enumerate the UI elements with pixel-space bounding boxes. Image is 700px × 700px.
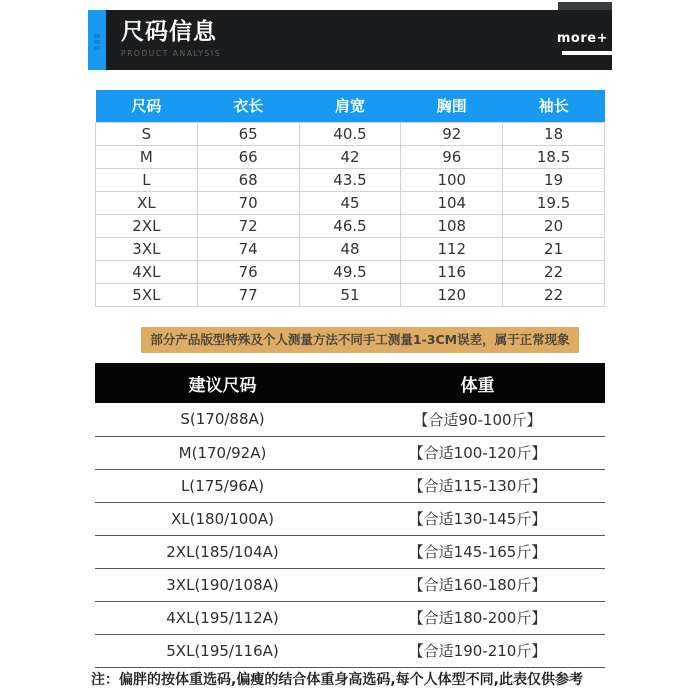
table-row bbox=[95, 634, 605, 667]
cell: 18.5 bbox=[503, 145, 605, 168]
table-row bbox=[96, 260, 605, 283]
cell: 45 bbox=[299, 191, 401, 214]
column-header: 肩宽 bbox=[299, 90, 401, 122]
cell: M(170/92A) bbox=[95, 436, 350, 469]
cell: XL bbox=[96, 191, 198, 214]
cell: 49.5 bbox=[299, 260, 401, 283]
cell: 40.5 bbox=[299, 122, 401, 145]
table-row bbox=[96, 214, 605, 237]
page-subtitle: PRODUCT ANALYSIS bbox=[121, 48, 222, 58]
cell: 48 bbox=[299, 237, 401, 260]
table-row bbox=[95, 436, 605, 469]
suggest-table-body bbox=[95, 403, 605, 667]
cell: 19.5 bbox=[503, 191, 605, 214]
cell: 3XL bbox=[96, 237, 198, 260]
footnote: 注：偏胖的按体重选码,偏瘦的结合体重身高选码,每个人体型不同,此表仅供参考 bbox=[91, 672, 583, 688]
table-row bbox=[96, 283, 605, 306]
cell: 【合适130-145斤】 bbox=[350, 502, 605, 535]
size-table-header bbox=[96, 90, 605, 122]
table-row bbox=[96, 191, 605, 214]
cell: 2XL(185/104A) bbox=[95, 535, 350, 568]
header-title-block bbox=[121, 18, 221, 58]
cell: 104 bbox=[401, 191, 503, 214]
cell: 20 bbox=[503, 214, 605, 237]
accent-strip bbox=[88, 10, 106, 70]
cell: 18 bbox=[503, 122, 605, 145]
table-row bbox=[96, 122, 605, 145]
cell: 76 bbox=[197, 260, 299, 283]
cell: 5XL(195/116A) bbox=[95, 634, 350, 667]
cell: 120 bbox=[401, 283, 503, 306]
cell: S bbox=[96, 122, 198, 145]
cell: 77 bbox=[197, 283, 299, 306]
cell: 74 bbox=[197, 237, 299, 260]
cell: 5XL bbox=[96, 283, 198, 306]
table-row bbox=[95, 502, 605, 535]
table-row bbox=[95, 601, 605, 634]
cell: S(170/88A) bbox=[95, 403, 350, 436]
cell: 2XL bbox=[96, 214, 198, 237]
cell: 46.5 bbox=[299, 214, 401, 237]
cell: 【合适190-210斤】 bbox=[350, 634, 605, 667]
cell: L(175/96A) bbox=[95, 469, 350, 502]
cell: 96 bbox=[401, 145, 503, 168]
more-link: more+ bbox=[556, 31, 608, 46]
cell: 3XL(190/108A) bbox=[95, 568, 350, 601]
column-header: 体重 bbox=[350, 363, 605, 403]
column-header: 胸围 bbox=[401, 90, 503, 122]
cell: 【合适160-180斤】 bbox=[350, 568, 605, 601]
cell: 66 bbox=[197, 145, 299, 168]
cell: 70 bbox=[197, 191, 299, 214]
size-measurements-table bbox=[95, 90, 605, 307]
table-row bbox=[96, 237, 605, 260]
table-row bbox=[96, 168, 605, 191]
table-row bbox=[95, 403, 605, 436]
table-row bbox=[95, 469, 605, 502]
cell: XL(180/100A) bbox=[95, 502, 350, 535]
cell: 21 bbox=[503, 237, 605, 260]
cell: 68 bbox=[197, 168, 299, 191]
cell: 【合适145-165斤】 bbox=[350, 535, 605, 568]
cell: 116 bbox=[401, 260, 503, 283]
header-banner bbox=[88, 10, 612, 70]
column-header: 建议尺码 bbox=[95, 363, 350, 403]
cell: 【合适100-120斤】 bbox=[350, 436, 605, 469]
suggested-size-table bbox=[95, 363, 605, 668]
cell: 108 bbox=[401, 214, 503, 237]
measurement-disclaimer: 部分产品版型特殊及个人测量方法不同手工测量1-3CM误差，属于正常现象 bbox=[141, 327, 579, 353]
cell: M bbox=[96, 145, 198, 168]
cell: 4XL(195/112A) bbox=[95, 601, 350, 634]
suggest-table-header bbox=[95, 363, 605, 403]
cell: 42 bbox=[299, 145, 401, 168]
cell: 22 bbox=[503, 283, 605, 306]
column-header: 尺码 bbox=[96, 90, 198, 122]
table-row bbox=[96, 145, 605, 168]
cell: 51 bbox=[299, 283, 401, 306]
cell: 19 bbox=[503, 168, 605, 191]
cell: 【合适115-130斤】 bbox=[350, 469, 605, 502]
cell: 112 bbox=[401, 237, 503, 260]
banner-corner-tab bbox=[558, 2, 612, 10]
cell: 92 bbox=[401, 122, 503, 145]
cell: 22 bbox=[503, 260, 605, 283]
page-title: 尺码信息 bbox=[121, 19, 217, 45]
cell: 【合适180-200斤】 bbox=[350, 601, 605, 634]
cell: L bbox=[96, 168, 198, 191]
cell: 4XL bbox=[96, 260, 198, 283]
table-row bbox=[95, 535, 605, 568]
more-underline bbox=[562, 51, 612, 55]
cell: 【合适90-100斤】 bbox=[350, 403, 605, 436]
cell: 65 bbox=[197, 122, 299, 145]
cell: 43.5 bbox=[299, 168, 401, 191]
cell: 100 bbox=[401, 168, 503, 191]
cell: 72 bbox=[197, 214, 299, 237]
column-header: 袖长 bbox=[503, 90, 605, 122]
column-header: 衣长 bbox=[197, 90, 299, 122]
strip-decorative-marks bbox=[94, 34, 100, 56]
table-row bbox=[95, 568, 605, 601]
size-table-body bbox=[96, 122, 605, 306]
